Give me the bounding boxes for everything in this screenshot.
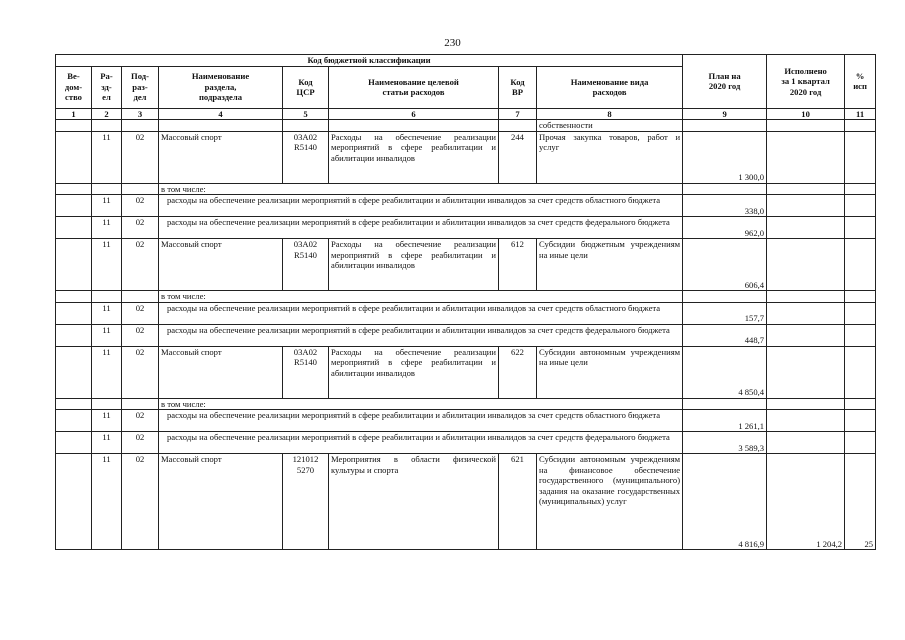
podrazdel-cell: 02 [122,432,159,454]
csr-cell: 03А02 R5140 [283,131,329,183]
table-row [56,324,876,346]
podrazdel-cell: 02 [122,195,159,217]
table-row [56,291,876,303]
razdel-cell: 11 [92,239,122,291]
col-number: 7 [499,108,537,120]
plan-cell: 4 850,4 [683,346,767,398]
header-podrazdel: Под- раз- дел [122,66,159,108]
podrazdel-cell: 02 [122,217,159,239]
razdel-cell: 11 [92,324,122,346]
table-row [56,239,876,291]
target-cell: Расходы на обеспечение реализации мероприятий в сфере реабилитации и абилитации инвалидов [329,346,499,398]
csr-cell: 03А02 R5140 [283,239,329,291]
podrazdel-cell: 02 [122,346,159,398]
col-number: 9 [683,108,767,120]
name-cell: Массовый спорт [159,346,283,398]
plan-cell: 338,0 [683,195,767,217]
csr-cell: 121012 5270 [283,454,329,550]
plan-cell: 157,7 [683,302,767,324]
podrazdel-cell: 02 [122,454,159,550]
table-row [56,346,876,398]
razdel-cell: 11 [92,131,122,183]
table-row [56,302,876,324]
header-group-row [56,55,876,67]
col-number: 10 [767,108,845,120]
razdel-cell: 11 [92,346,122,398]
table-row [56,217,876,239]
col-number: 1 [56,108,92,120]
table-row [56,410,876,432]
table-row [56,183,876,195]
including-label: в том числе: [159,398,683,410]
including-label: в том числе: [159,183,683,195]
table-row [56,454,876,550]
including-label: в том числе: [159,291,683,303]
podrazdel-cell: 02 [122,302,159,324]
col-number: 8 [537,108,683,120]
col-number: 3 [122,108,159,120]
subitem-text: расходы на обеспечение реализации мероприятий в сфере реабилитации и абилитации инвалидов за счет средств федерального бюджета [159,324,683,346]
plan-cell: 4 816,9 [683,454,767,550]
table-row [56,398,876,410]
subitem-text: расходы на обеспечение реализации мероприятий в сфере реабилитации и абилитации инвалидов за счет средств областного бюджета [159,195,683,217]
col-number: 4 [159,108,283,120]
plan-cell: 962,0 [683,217,767,239]
col-number: 2 [92,108,122,120]
budget-table [55,54,876,550]
subitem-text: расходы на обеспечение реализации мероприятий в сфере реабилитации и абилитации инвалидов за счет средств федерального бюджета [159,432,683,454]
razdel-cell: 11 [92,432,122,454]
vr-cell: 244 [499,131,537,183]
csr-cell: 03А02 R5140 [283,346,329,398]
table-row [56,131,876,183]
podrazdel-cell: 02 [122,410,159,432]
podrazdel-cell: 02 [122,324,159,346]
razdel-cell: 11 [92,217,122,239]
vid-cell: Прочая закупка товаров, работ и услуг [537,131,683,183]
vid-cell: собственности [537,120,683,132]
page-number: 230 [444,37,461,49]
header-group: Код бюджетной классификации [56,55,683,67]
subitem-text: расходы на обеспечение реализации мероприятий в сфере реабилитации и абилитации инвалидов за счет средств областного бюджета [159,302,683,324]
podrazdel-cell: 02 [122,239,159,291]
subitem-text: расходы на обеспечение реализации мероприятий в сфере реабилитации и абилитации инвалидов за счет средств областного бюджета [159,410,683,432]
plan-cell: 1 261,1 [683,410,767,432]
subitem-text: расходы на обеспечение реализации мероприятий в сфере реабилитации и абилитации инвалидов за счет средств федерального бюджета [159,217,683,239]
header-razdel: Ра- зд- ел [92,66,122,108]
pct-cell: 25 [845,454,876,550]
header-plan: План на 2020 год [683,55,767,109]
col-number: 5 [283,108,329,120]
razdel-cell: 11 [92,454,122,550]
plan-cell: 606,4 [683,239,767,291]
header-pct: % исп [845,55,876,109]
vid-cell: Субсидии автономным учреждениям на иные цели [537,346,683,398]
razdel-cell: 11 [92,410,122,432]
name-cell: Массовый спорт [159,239,283,291]
vid-cell: Субсидии автономным учреждениям на финансовое обеспечение государственного (муниципального) задания на оказание государственных (муниципальных) услуг [537,454,683,550]
target-cell: Мероприятия в области физической культуры и спорта [329,454,499,550]
header-csr: Код ЦСР [283,66,329,108]
done-cell: 1 204,2 [767,454,845,550]
col-number: 11 [845,108,876,120]
table-row [56,195,876,217]
vid-cell: Субсидии бюджетным учреждениям на иные цели [537,239,683,291]
vr-cell: 612 [499,239,537,291]
name-cell: Массовый спорт [159,454,283,550]
table-row [56,432,876,454]
vr-cell: 621 [499,454,537,550]
plan-cell: 448,7 [683,324,767,346]
header-vid: Наименование вида расходов [537,66,683,108]
header-name: Наименование раздела, подраздела [159,66,283,108]
plan-cell: 1 300,0 [683,131,767,183]
razdel-cell: 11 [92,302,122,324]
col-number: 6 [329,108,499,120]
header-target: Наименование целевой статьи расходов [329,66,499,108]
target-cell: Расходы на обеспечение реализации мероприятий в сфере реабилитации и абилитации инвалидов [329,131,499,183]
plan-cell: 3 589,3 [683,432,767,454]
header-done: Исполнено за 1 квартал 2020 год [767,55,845,109]
name-cell: Массовый спорт [159,131,283,183]
header-numbers-row [56,108,876,120]
podrazdel-cell: 02 [122,131,159,183]
header-vr: Код ВР [499,66,537,108]
razdel-cell: 11 [92,195,122,217]
table-row [56,120,876,132]
target-cell: Расходы на обеспечение реализации мероприятий в сфере реабилитации и абилитации инвалидов [329,239,499,291]
vr-cell: 622 [499,346,537,398]
header-vedomstvo: Ве- дом- ство [56,66,92,108]
